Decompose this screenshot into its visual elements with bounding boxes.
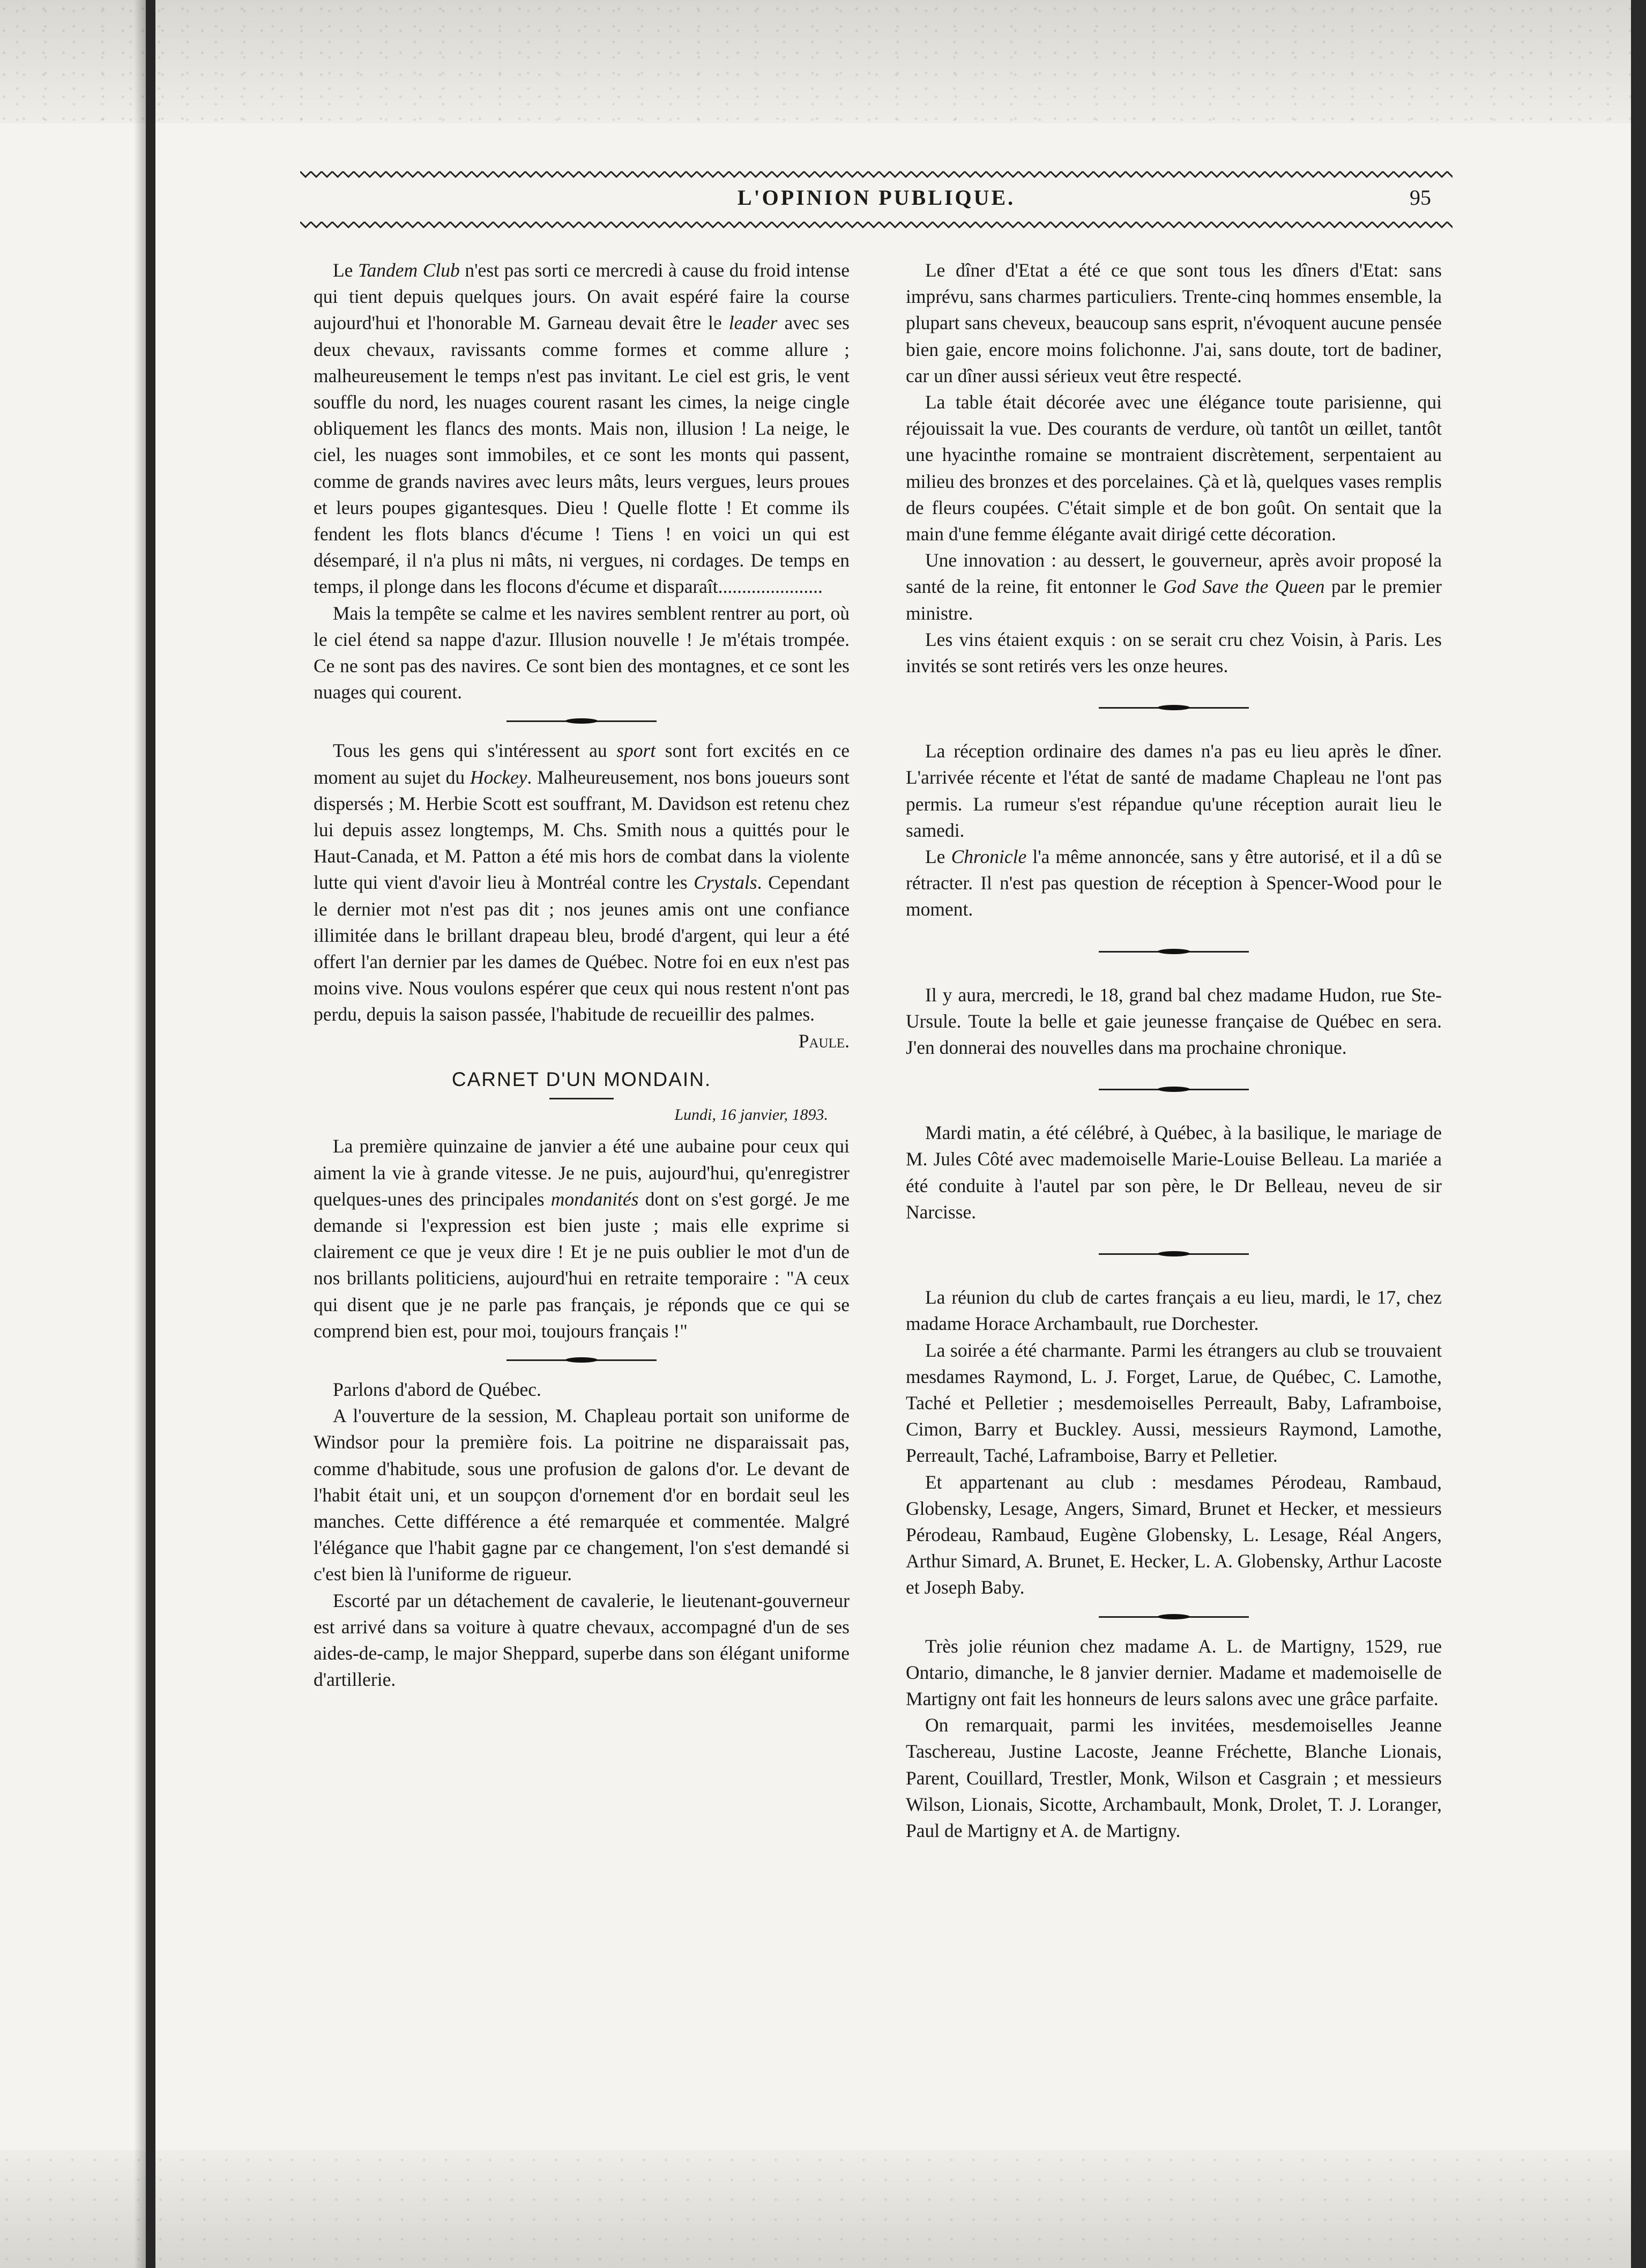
paragraph-reception: La réception ordinaire des dames n'a pas eu lieu après le dîner. L'arrivée récente et l'état de santé de madame Chapleau ne l'ont pas permis. La rumeur s'est répandue qu'une réception aurait lieu le samedi. [906, 740, 1442, 841]
italic-run: sport [616, 740, 656, 762]
text-run: Une innovation : au dessert, le gouverneur, après avoir proposé la santé de la reine, fit entonner le [906, 549, 1442, 598]
dateline: Lundi, 16 janvier, 1893. [674, 1106, 828, 1124]
paragraph-club-cartes: La réunion du club de cartes français a eu lieu, mardi, le 17, chez madame Horace Archambault, rue Dorchester. [906, 1287, 1442, 1335]
paragraph-hockey [314, 738, 850, 1028]
section-separator [906, 923, 1442, 982]
paragraph-bal: Il y aura, mercredi, le 18, grand bal chez madame Hudon, rue Ste-Ursule. Toute la belle et gaie jeunesse française de Québec en sera. J'en donnerai des nouvelles dans ma prochaine chronique. [906, 984, 1442, 1059]
italic-run: leader [728, 312, 778, 334]
left-column [314, 257, 850, 1693]
text-run: Tous les gens qui s'intéressent au [333, 740, 617, 762]
paragraph-innovation [906, 547, 1442, 627]
text-run: . Malheureusement, nos bons joueurs sont dispersés ; M. Herbie Scott est souffrant, M. Davidson est retenu chez lui depuis assez longtemps, M. Chs. Smith nous a quittés pour le Haut-Canada, et M. Patton a été mis hors de combat dans la violente lutte qui vient d'avoir lieu à Montréal contre les [314, 766, 850, 894]
section-separator [906, 1061, 1442, 1120]
paragraph-soiree: La soirée a été charmante. Parmi les étrangers au club se trouvaient mesdames Raymond, L. J. Forget, Larue, de Québec, C. Lamothe, Taché et Pelletier ; mesdemoiselles Perreault, Baby, Laframboise, Cimon, Barry et Buckley. Aussi, messieurs Raymond, Lamothe, Perreault, Taché, Laframboise, Barry et Pelletier. [906, 1339, 1442, 1467]
text-run: par le premier ministre. [906, 576, 1442, 624]
italic-run: Crystals [694, 872, 757, 894]
text-run: Le [333, 259, 359, 281]
page-number: 95 [1410, 185, 1431, 210]
section-separator [906, 1225, 1442, 1284]
publication-title: L'OPINION PUBLIQUE. [737, 185, 1016, 210]
scan-noise-top [0, 0, 1646, 123]
page-binding [146, 0, 155, 2268]
italic-run: Chronicle [951, 846, 1027, 868]
paragraph-invitees: On remarquait, parmi les invitées, mesdemoiselles Jeanne Taschereau, Justine Lacoste, Jeanne Fréchette, Blanche Lionais, Parent, Couillard, Trestler, Monk, Wilson et Casgrain ; et messieurs Wilson, Lionais, Sicotte, Archambault, Monk, Drolet, T. J. Loranger, Paul de Martigny et A. de Martigny. [906, 1714, 1442, 1841]
paragraph-diner: Le dîner d'Etat a été ce que sont tous les dîners d'Etat: sans imprévu, sans charmes particuliers. Trente-cinq hommes ensemble, la plupart sans cheveux, beaucoup sans esprit, n'évoquent aucune pensée bien gaie, encore moins folichonne. J'ai, sans doute, tort de badiner, car un dîner aussi sérieux veut être respecté. [906, 259, 1442, 386]
section-heading: CARNET D'UN MONDAIN. [451, 1068, 712, 1090]
paragraph-membres: Et appartenant au club : mesdames Pérodeau, Rambaud, Globensky, Lesage, Angers, Simard, Brunet et Hecker, et messieurs Pérodeau, Rambaud, Eugène Globensky, L. Lesage, Réal Angers, Arthur Simard, A. Brunet, E. Hecker, L. A. Globensky, Arthur Lacoste et Joseph Baby. [906, 1471, 1442, 1598]
header-rule-top [300, 170, 1453, 178]
paragraph-vins: Les vins étaient exquis : on se serait cru chez Voisin, à Paris. Les invités se sont retirés vers les onze heures. [906, 628, 1442, 677]
italic-run: Hockey [470, 766, 527, 788]
section-separator [906, 679, 1442, 738]
page-right-edge [1631, 0, 1646, 2268]
author-signature: Paule. [798, 1030, 850, 1052]
text-run: La première quinzaine de janvier a été une aubaine pour ceux qui aiment la vie à grande vitesse. Je ne puis, aujourd'hui, qu'enregistrer quelques-unes des principales [314, 1135, 850, 1210]
text-run: Le [925, 846, 951, 868]
binding-shadow [134, 0, 146, 2268]
italic-run: mondanités [550, 1188, 639, 1210]
heading-rule [549, 1098, 614, 1099]
text-run: dont on s'est gorgé. Je me demande si l'expression est bien juste ; mais elle exprime si clairement ce que je veux dire ! Et je ne puis oublier le mot d'un de nos brillants politiciens, aujourd'hui en retraite temporaire : "A ceux qui disent que je ne parle pas français, je réponds que ce qui se comprend bien est, pour moi, toujours français !" [314, 1188, 850, 1342]
text-run: n'est pas sorti ce mercredi à cause du froid intense qui tient depuis quelques jours. On avait espéré faire la course aujourd'hui et l'honorable M. Garneau devait être le [314, 259, 850, 334]
header-rule-bottom [300, 221, 1453, 228]
text-run: l'a même annoncée, sans y être autorisé, et il a dû se rétracter. Il n'est pas question de réception à Spencer-Wood pour le moment. [906, 846, 1442, 920]
italic-run: Tandem Club [358, 259, 460, 281]
italic-run: God Save the Queen [1163, 576, 1325, 598]
paragraph-mariage: Mardi matin, a été célébré, à Québec, à la basilique, le mariage de M. Jules Côté avec mademoiselle Marie-Louise Belleau. La mariée a été conduite à l'autel par son père, le Dr Belleau, neveu de sir Narcisse. [906, 1122, 1442, 1223]
text-run: avec ses deux chevaux, ravissants comme formes et comme allure ; malheureusement le temps n'est pas invitant. Le ciel est gris, le vent souffle du nord, les nuages courent rasant les cimes, la neige cingle obliquement les flancs des monts. Mais non, illusion ! La neige, le ciel, les nuages sont immobiles, et ce sont les monts qui passent, comme de grands navires avec leurs mâts, leurs vergues, leurs proues et leurs poupes gigantesques. Dieu ! Quelle flotte ! Et comme ils fendent les flots blancs d'écume ! Tiens ! en voici un qui est désemparé, il n'a plus ni mâts, ni vergues, ni cordages. De temps en temps, il plonge dans les flocons d'écume et disparaît...................... [314, 312, 850, 598]
paragraph-chronicle [906, 844, 1442, 923]
paragraph-quebec: Parlons d'abord de Québec. [333, 1378, 541, 1400]
section-separator [906, 1601, 1442, 1633]
paragraph-martigny: Très jolie réunion chez madame A. L. de Martigny, 1529, rue Ontario, dimanche, le 8 janvier dernier. Madame et mademoiselle de Martigny ont fait les honneurs de leurs salons avec une grâce parfaite. [906, 1635, 1442, 1709]
text-run: . Cependant le dernier mot n'est pas dit ; nos jeunes amis ont une confiance illimitée dans le brillant drapeau bleu, brodé d'argent, qui leur a été offert l'an dernier par les dames de Québec. Notre foi en eux n'est pas moins vive. Nous voulons espérer que ceux qui nous restent n'ont pas perdu, depuis la saison passée, l'habitude de recueillir des palmes. [314, 872, 850, 1025]
paragraph-escorte: Escorté par un détachement de cavalerie, le lieutenant-gouverneur est arrivé dans sa voiture à quatre chevaux, accompagné d'un de ses aides-de-camp, le major Sheppard, superbe dans son élégant uniforme d'artillerie. [314, 1589, 850, 1691]
paragraph-quinzaine [314, 1133, 850, 1344]
paragraph-tandem-club [314, 257, 850, 600]
paragraph-tempete: Mais la tempête se calme et les navires semblent rentrer au port, où le ciel étend sa nappe d'azur. Illusion nouvelle ! Je m'étais trompée. Ce ne sont pas des navires. Ce sont bien des montagnes, et ce sont les nuages qui courent. [314, 602, 850, 703]
right-column [906, 257, 1442, 1844]
paragraph-chapleau: A l'ouverture de la session, M. Chapleau portait son uniforme de Windsor pour la première fois. La poitrine ne disparaissait pas, comme d'habitude, sous une profusion de galons d'or. Le devant de l'habit était uni, et un soupçon d'ornement d'or en bordait seul les manches. Cette différence a été remarquée et commentée. Malgré l'élégance que l'habit gagne par ce changement, l'on s'est demandé si c'est bien là l'uniforme de rigueur. [314, 1405, 850, 1585]
section-separator [314, 1344, 850, 1377]
section-separator [314, 705, 850, 738]
scan-noise-bottom [0, 2150, 1646, 2268]
text-run: sont fort excités en ce moment au sujet du [314, 740, 850, 788]
paragraph-table: La table était décorée avec une élégance toute parisienne, qui réjouissait la vue. Des courants de verdure, où tantôt un œillet, tantôt une hyacinthe romaine se montraient discrètement, serpentaient au milieu des bronzes et des porcelaines. Çà et là, quelques vases remplis de fleurs coupées. C'était simple et de bon goût. On sentait que la main d'une femme élégante avait dirigé cette décoration. [906, 391, 1442, 545]
